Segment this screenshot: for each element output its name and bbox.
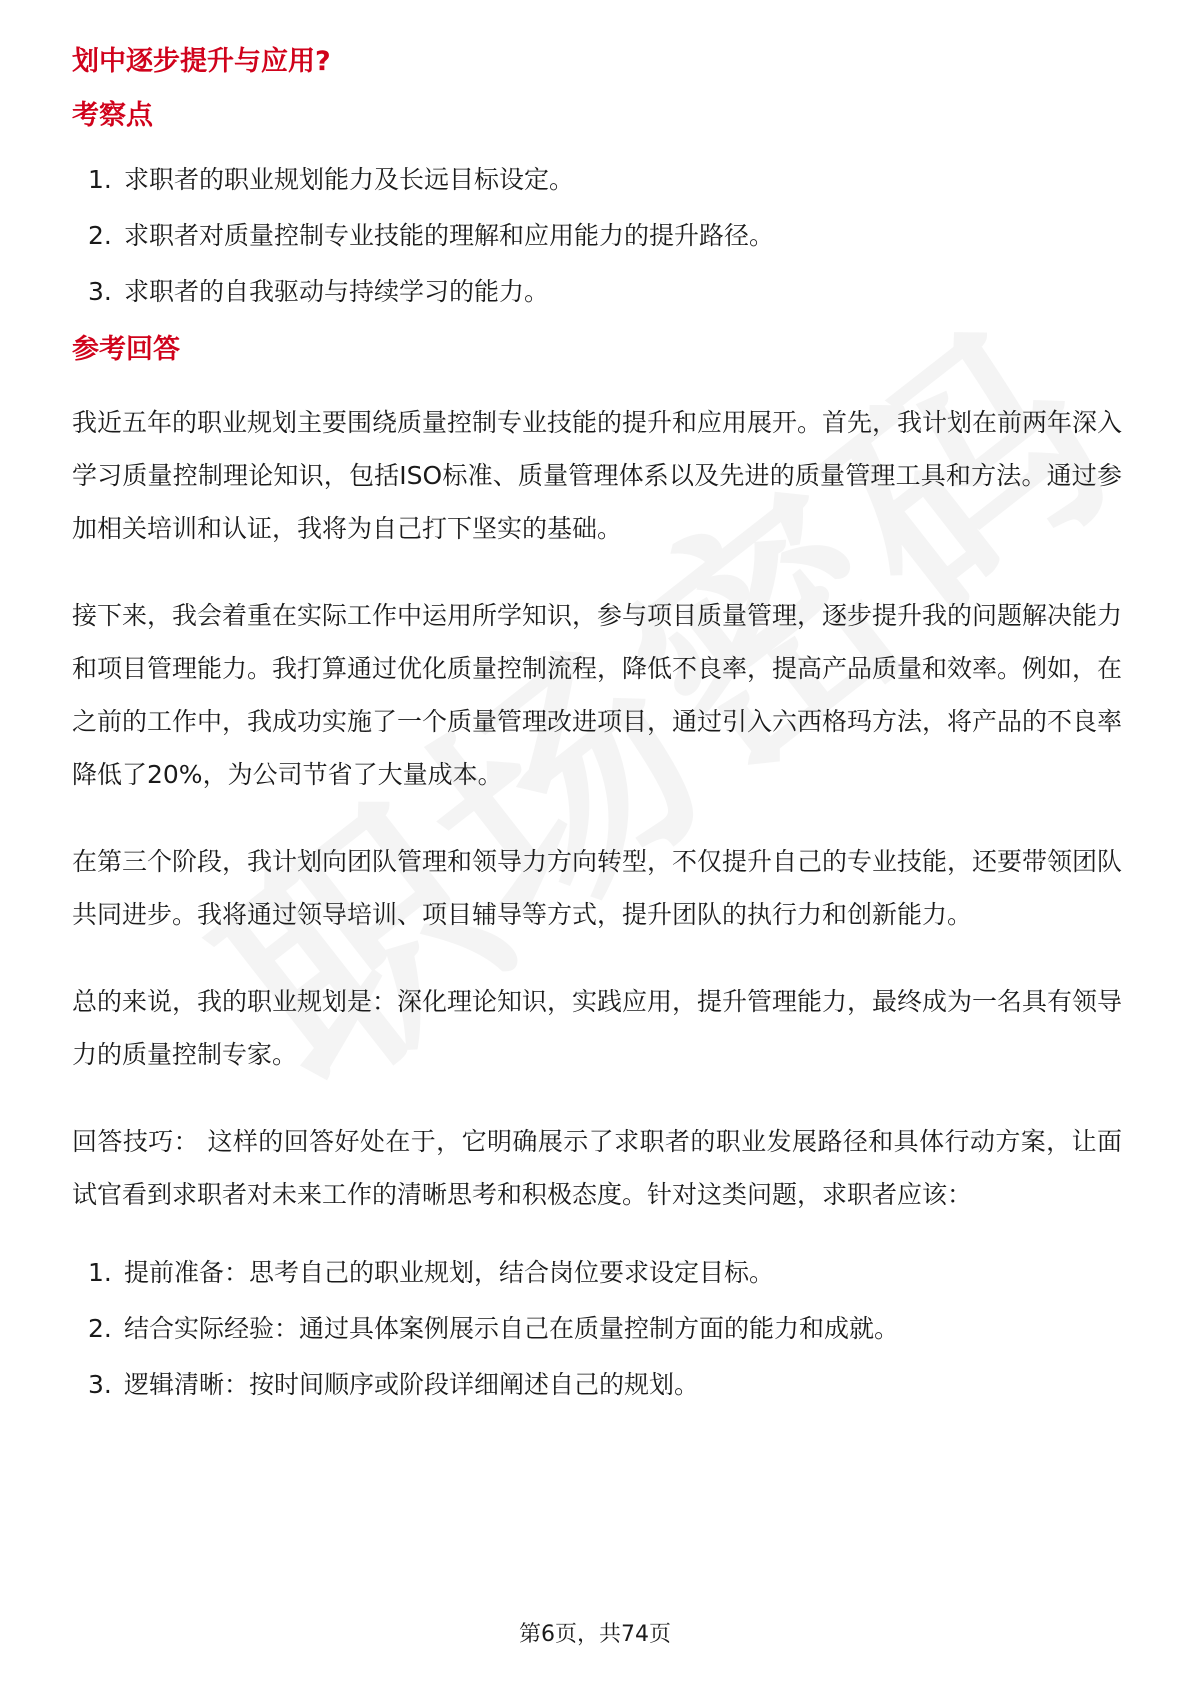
list-item-text: 求职者对质量控制专业技能的理解和应用能力的提升路径。 bbox=[124, 221, 775, 250]
list-item bbox=[72, 162, 1122, 198]
list-item bbox=[72, 1255, 1122, 1291]
assessment-points-list bbox=[72, 162, 1122, 310]
list-item-text: 求职者的职业规划能力及长远目标设定。 bbox=[124, 165, 575, 194]
list-item bbox=[72, 1311, 1122, 1347]
answer-tips-paragraph: 回答技巧： 这样的回答好处在于，它明确展示了求职者的职业发展路径和具体行动方案，让面试官看到求职者对未来工作的清晰思考和积极态度。针对这类问题，求职者应该： bbox=[72, 1127, 1122, 1209]
answer-tips-list bbox=[72, 1255, 1122, 1403]
answer-paragraph: 在第三个阶段，我计划向团队管理和领导力方向转型，不仅提升自己的专业技能，还要带领团队共同进步。我将通过领导培训、项目辅导等方式，提升团队的执行力和创新能力。 bbox=[72, 847, 1123, 929]
list-item-text: 结合实际经验：通过具体案例展示自己在质量控制方面的能力和成就。 bbox=[124, 1314, 900, 1343]
section-heading-answer: 参考回答 bbox=[72, 334, 180, 365]
list-item-text: 提前准备：思考自己的职业规划，结合岗位要求设定目标。 bbox=[124, 1258, 775, 1287]
list-item-text: 求职者的自我驱动与持续学习的能力。 bbox=[124, 277, 550, 306]
answer-paragraph: 接下来，我会着重在实际工作中运用所学知识，参与项目质量管理，逐步提升我的问题解决能力和项目管理能力。我打算通过优化质量控制流程，降低不良率，提高产品质量和效率。例如，在之前的工作中，我成功实施了一个质量管理改进项目，通过引入六西格玛方法，将产品的不良率降低了20%，为公司节省了大量成本。 bbox=[72, 601, 1123, 789]
list-item bbox=[72, 274, 1122, 310]
list-item-number: 3. bbox=[88, 277, 112, 306]
list-item-number: 2. bbox=[88, 221, 112, 250]
list-item-number: 1. bbox=[88, 1258, 112, 1287]
page-content bbox=[72, 42, 1122, 1423]
answer-paragraph: 我近五年的职业规划主要围绕质量控制专业技能的提升和应用展开。首先，我计划在前两年深入学习质量控制理论知识，包括ISO标准、质量管理体系以及先进的质量管理工具和方法。通过参加相关培训和认证，我将为自己打下坚实的基础。 bbox=[72, 408, 1123, 543]
list-item bbox=[72, 1367, 1122, 1403]
list-item-text: 逻辑清晰：按时间顺序或阶段详细阐述自己的规划。 bbox=[124, 1370, 700, 1399]
answer-paragraph: 总的来说，我的职业规划是：深化理论知识，实践应用，提升管理能力，最终成为一名具有领导力的质量控制专家。 bbox=[72, 987, 1123, 1069]
page-number-footer: 第6页，共74页 bbox=[519, 1622, 671, 1647]
question-title-continued: 划中逐步提升与应用? bbox=[72, 46, 331, 77]
list-item-number: 3. bbox=[88, 1370, 112, 1399]
list-item-number: 2. bbox=[88, 1314, 112, 1343]
list-item-number: 1. bbox=[88, 165, 112, 194]
section-heading-points: 考察点 bbox=[72, 100, 153, 131]
list-item bbox=[72, 218, 1122, 254]
